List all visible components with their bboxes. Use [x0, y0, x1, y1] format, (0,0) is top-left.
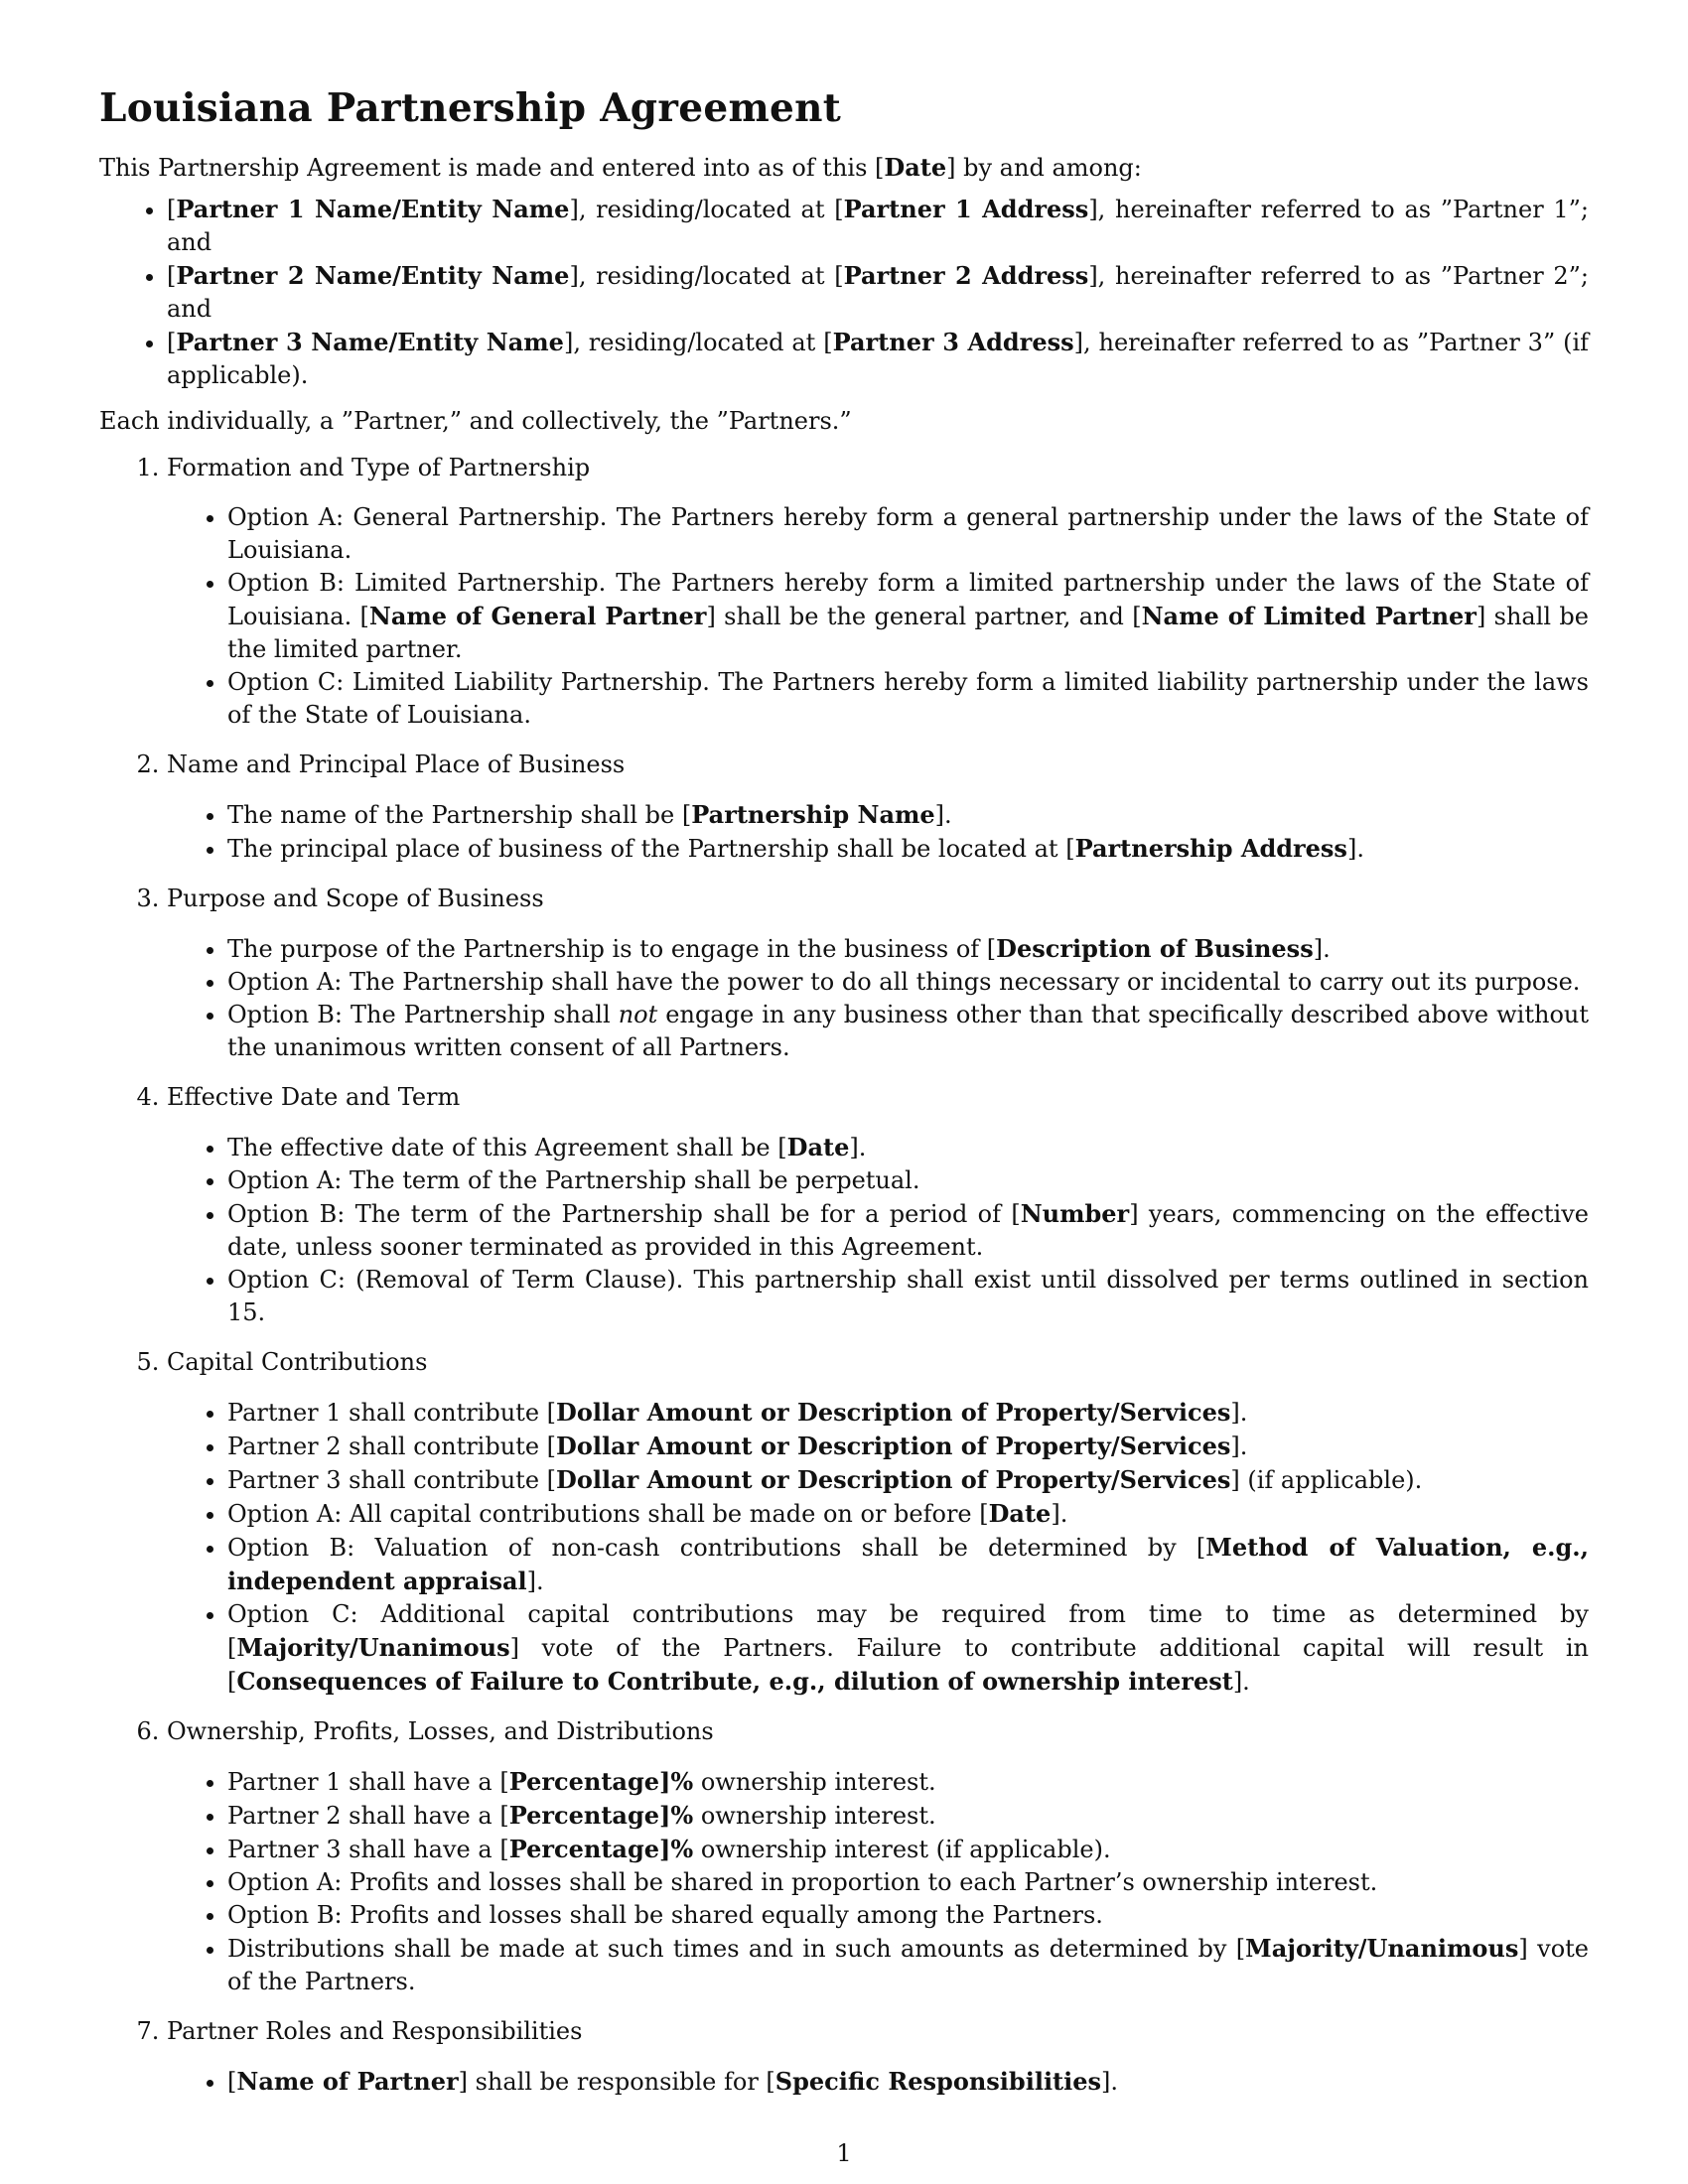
list-item: • Partner 1 shall have a [Percentage]% ownership interest.: [227, 1765, 1589, 1799]
option-item: • Option B: Valuation of non-cash contributions shall be determined by [Method of Valuation, e.g., independent appraisal].: [227, 1531, 1589, 1598]
list-item: • The name of the Partnership shall be [Partnership Name].: [227, 798, 1589, 832]
option-item: • Option A: The term of the Partnership shall be perpetual.: [227, 1164, 1589, 1197]
option-item: • Option A: General Partnership. The Partners hereby form a general partnership under the laws of the State of Louisiana.: [227, 501, 1589, 567]
section-3: [167, 883, 1589, 1064]
option-item: • Option B: Limited Partnership. The Partners hereby form a limited partnership under the laws of the State of Louisiana. [Name of General Partner] shall be the general partner, and [Name of Limited Partner] shall be the limited partner.: [227, 567, 1589, 666]
list-item: • The principal place of business of the Partnership shall be located at [Partnership Address].: [227, 832, 1589, 866]
section-title: 5. Capital Contributions: [167, 1348, 428, 1376]
section-6: [167, 1715, 1589, 1998]
section-7: [167, 2015, 1589, 2099]
date-placeholder: Date: [884, 153, 947, 182]
parties-list: [99, 193, 1589, 392]
list-item: • Partner 3 shall contribute [Dollar Amount or Description of Property/Services] (if applicable).: [227, 1463, 1589, 1497]
list-item: • Partner 3 shall have a [Percentage]% ownership interest (if applicable).: [227, 1833, 1589, 1866]
section-title: 6. Ownership, Profits, Losses, and Distributions: [167, 1717, 714, 1745]
option-item: • Option C: Additional capital contributions may be required from time to time as determined by [Majority/Unanimous] vote of the Partners. Failure to contribute additional capital will result in [Consequences of Failure to Contribute, e.g., dilution of ownership interest].: [227, 1598, 1589, 1699]
section-title: 1. Formation and Type of Partnership: [167, 454, 591, 481]
list-item: • The purpose of the Partnership is to engage in the business of [Description of Business].: [227, 932, 1589, 966]
party-item: • [Partner 3 Name/Entity Name], residing/located at [Partner 3 Address], hereinafter referred to as ”Partner 3” (if applicable).: [167, 326, 1589, 392]
option-item: • Option A: Profits and losses shall be shared in proportion to each Partner’s ownership interest.: [227, 1866, 1589, 1899]
option-item: • Option B: Profits and losses shall be shared equally among the Partners.: [227, 1899, 1589, 1932]
list-item: • Partner 1 shall contribute [Dollar Amount or Description of Property/Services].: [227, 1396, 1589, 1430]
option-item: • Option B: The Partnership shall not engage in any business other than that specifically described above without the unanimous written consent of all Partners.: [227, 999, 1589, 1064]
option-item: • Option A: All capital contributions shall be made on or before [Date].: [227, 1497, 1589, 1531]
section-title: 3. Purpose and Scope of Business: [167, 885, 544, 912]
section-title: 2. Name and Principal Place of Business: [167, 751, 626, 778]
page-number: 1: [836, 2139, 852, 2167]
option-item: • Option A: The Partnership shall have the power to do all things necessary or incidental to carry out its purpose.: [227, 966, 1589, 999]
list-item: • [Name of Partner] shall be responsible for [Specific Responsibilities].: [227, 2065, 1589, 2099]
section-2: [167, 749, 1589, 866]
section-1: [167, 452, 1589, 732]
section-4: [167, 1081, 1589, 1329]
option-item: • Option C: Limited Liability Partnership. The Partners hereby form a limited liability partnership under the laws of the State of Louisiana.: [227, 666, 1589, 732]
party-item: • [Partner 1 Name/Entity Name], residing/located at [Partner 1 Address], hereinafter referred to as ”Partner 1”; and: [167, 193, 1589, 259]
list-item: • Partner 2 shall contribute [Dollar Amount or Description of Property/Services].: [227, 1430, 1589, 1463]
list-item: • Distributions shall be made at such times and in such amounts as determined by [Majority/Unanimous] vote of the Partners.: [227, 1932, 1589, 1998]
document-page: [99, 85, 1589, 2116]
sections-list: [99, 452, 1589, 2099]
option-item: • Option C: (Removal of Term Clause). This partnership shall exist until dissolved per terms outlined in section 15.: [227, 1264, 1589, 1329]
section-title: 7. Partner Roles and Responsibilities: [167, 2017, 583, 2045]
section-5: [167, 1346, 1589, 1699]
section-title: 4. Effective Date and Term: [167, 1083, 461, 1111]
intro-paragraph: This Partnership Agreement is made and entered into as of this [Date] by and among:: [99, 153, 1142, 182]
option-item: • Option B: The term of the Partnership shall be for a period of [Number] years, commencing on the effective date, unless sooner terminated as provided in this Agreement.: [227, 1197, 1589, 1264]
party-item: • [Partner 2 Name/Entity Name], residing/located at [Partner 2 Address], hereinafter referred to as ”Partner 2”; and: [167, 259, 1589, 326]
list-item: • The effective date of this Agreement shall be [Date].: [227, 1131, 1589, 1164]
partners-definition: Each individually, a ”Partner,” and collectively, the ”Partners.”: [99, 407, 852, 435]
document-title: Louisiana Partnership Agreement: [99, 85, 842, 131]
list-item: • Partner 2 shall have a [Percentage]% ownership interest.: [227, 1799, 1589, 1833]
